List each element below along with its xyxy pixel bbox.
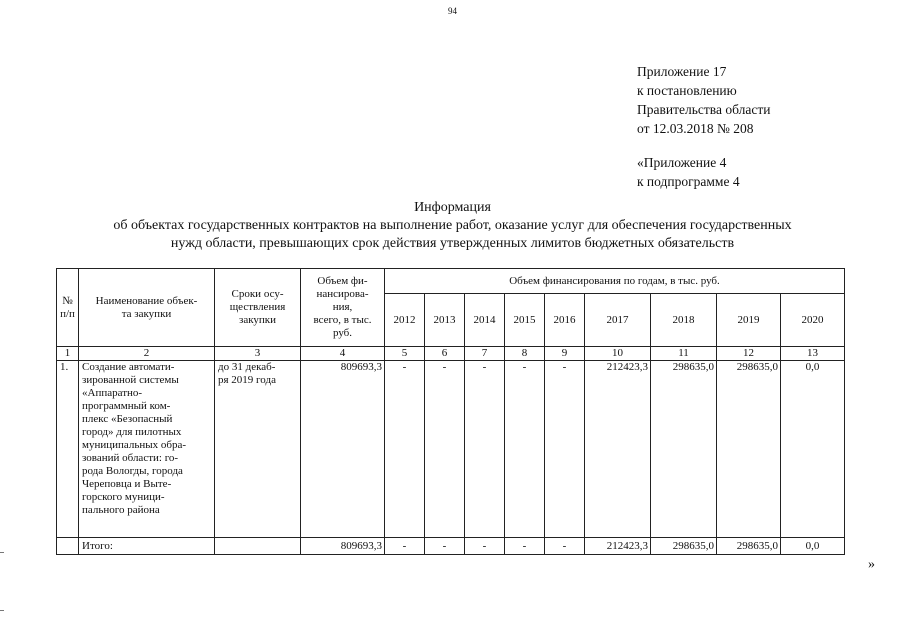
header-volume: Объем фи- нансирова- ния, всего, в тыс. руб. [301, 269, 385, 347]
contracts-table [56, 268, 845, 555]
header-year: 2016 [545, 294, 585, 347]
column-number: 6 [425, 347, 465, 361]
row-value: 0,0 [781, 361, 845, 538]
total-value: - [385, 538, 425, 555]
total-num-cell [57, 538, 79, 555]
header-year: 2014 [465, 294, 505, 347]
column-number: 12 [717, 347, 781, 361]
header-name: Наименование объек- та закупки [79, 269, 215, 347]
total-terms-cell [215, 538, 301, 555]
column-number: 7 [465, 347, 505, 361]
header-year: 2017 [585, 294, 651, 347]
appendix-line: от 12.03.2018 № 208 [637, 121, 754, 136]
page-number: 94 [448, 6, 457, 16]
header-year: 2013 [425, 294, 465, 347]
column-number: 2 [79, 347, 215, 361]
scan-mark [0, 610, 4, 611]
row-value: - [505, 361, 545, 538]
header-year: 2012 [385, 294, 425, 347]
title-line: нужд области, превышающих срок действия утвержденных лимитов бюджетных обязательств [170, 236, 735, 251]
header-year: 2015 [505, 294, 545, 347]
header-terms: Сроки осу- ществления закупки [215, 269, 301, 347]
total-label: Итого: [79, 538, 215, 555]
total-value: 298635,0 [651, 538, 717, 555]
total-volume: 809693,3 [301, 538, 385, 555]
total-value: 212423,3 [585, 538, 651, 555]
header-year: 2018 [651, 294, 717, 347]
column-number: 13 [781, 347, 845, 361]
column-number: 11 [651, 347, 717, 361]
closing-quote: » [868, 557, 875, 572]
appendix-line: Приложение 17 [637, 64, 727, 79]
document-title [30, 199, 875, 253]
column-number: 8 [505, 347, 545, 361]
header-num: № п/п [57, 269, 79, 347]
spacer [637, 138, 770, 153]
column-number: 1 [57, 347, 79, 361]
column-number: 9 [545, 347, 585, 361]
header-year: 2019 [717, 294, 781, 347]
total-value: 298635,0 [717, 538, 781, 555]
total-value: 0,0 [781, 538, 845, 555]
row-value: - [425, 361, 465, 538]
appendix-line: к постановлению [637, 83, 737, 98]
row-terms: до 31 декаб- ря 2019 года [215, 361, 301, 538]
title-line: об объектах государственных контрактов на выполнение работ, оказание услуг для обеспечения государственных [113, 218, 792, 233]
sub-appendix-line: «Приложение 4 [637, 155, 727, 170]
total-value: - [425, 538, 465, 555]
column-number: 10 [585, 347, 651, 361]
total-value: - [465, 538, 505, 555]
title-line: Информация [414, 200, 491, 215]
row-value: - [385, 361, 425, 538]
row-value: 298635,0 [717, 361, 781, 538]
column-number: 5 [385, 347, 425, 361]
appendix-line: Правительства области [637, 102, 771, 117]
header-by-year: Объем финансирования по годам, в тыс. руб. [385, 269, 845, 294]
row-value: 298635,0 [651, 361, 717, 538]
total-value: - [505, 538, 545, 555]
sub-appendix-line: к подпрограмме 4 [637, 174, 740, 189]
column-number: 4 [301, 347, 385, 361]
row-value: - [465, 361, 505, 538]
row-name: Создание автомати- зированной системы «Аппаратно- программный ком- плекс «Безопасный город» для пилотных муниципальных обра- зований области: го- рода Вологды, города Череповца и Выте- горского муници- пального района [79, 361, 215, 538]
scan-mark [0, 552, 4, 553]
row-volume: 809693,3 [301, 361, 385, 538]
row-value: - [545, 361, 585, 538]
column-number-row [57, 347, 845, 361]
total-row [57, 538, 845, 555]
row-value: 212423,3 [585, 361, 651, 538]
row-num: 1. [57, 361, 79, 538]
table-row [57, 361, 845, 538]
appendix-header [637, 62, 770, 191]
header-year: 2020 [781, 294, 845, 347]
column-number: 3 [215, 347, 301, 361]
total-value: - [545, 538, 585, 555]
